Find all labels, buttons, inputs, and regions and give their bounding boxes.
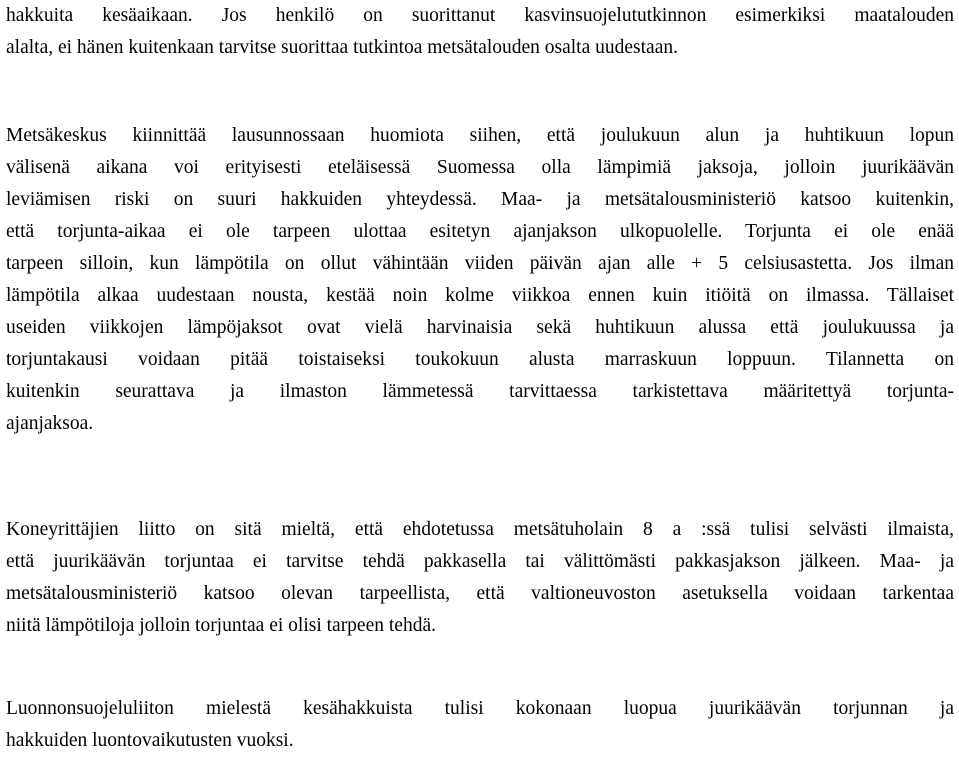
text-line: Koneyrittäjien liitto on sitä mieltä, että ehdotetussa metsätuholain 8 a :ssä tulisi selvästi ilmaista, bbox=[6, 519, 954, 540]
text-line: että juurikäävän torjuntaa ei tarvitse tehdä pakkasella tai välittömästi pakkasjakson jälkeen. Maa- ja bbox=[6, 551, 954, 572]
text-line: hakkuiden luontovaikutusten vuoksi. bbox=[6, 730, 294, 751]
paragraph-2 bbox=[6, 120, 954, 440]
text-line: useiden viikkojen lämpöjaksot ovat vielä harvinaisia sekä huhtikuun alussa että joulukuussa ja bbox=[6, 317, 954, 338]
document-page bbox=[6, 0, 954, 750]
text-line: niitä lämpötiloja jolloin torjuntaa ei olisi tarpeen tehdä. bbox=[6, 615, 436, 636]
text-line: metsätalousministeriö katsoo olevan tarpeellista, että valtioneuvoston asetuksella voidaan tarkentaa bbox=[6, 583, 954, 604]
text-line: että torjunta-aikaa ei ole tarpeen ulottaa esitetyn ajanjakson ulkopuolelle. Torjunta ei ole enää bbox=[6, 221, 954, 242]
text-line: lämpötila alkaa uudestaan nousta, kestää noin kolme viikkoa ennen kuin itiöitä on ilmassa. Tällaiset bbox=[6, 285, 954, 306]
paragraph-4 bbox=[6, 693, 954, 757]
paragraph-1 bbox=[6, 0, 954, 64]
text-line: kuitenkin seurattava ja ilmaston lämmetessä tarvittaessa tarkistettava määritettyä torjunta- bbox=[6, 381, 954, 402]
text-line: välisenä aikana voi erityisesti eteläisessä Suomessa olla lämpimiä jaksoja, jolloin juurikäävän bbox=[6, 157, 954, 178]
paragraph-3 bbox=[6, 514, 954, 642]
text-line: Metsäkeskus kiinnittää lausunnossaan huomiota siihen, että joulukuun alun ja huhtikuun lopun bbox=[6, 125, 954, 146]
text-line: alalta, ei hänen kuitenkaan tarvitse suorittaa tutkintoa metsätalouden osalta uudestaan. bbox=[6, 37, 678, 58]
text-line: hakkuita kesäaikaan. Jos henkilö on suorittanut kasvinsuojelututkinnon esimerkiksi maatalouden bbox=[6, 5, 954, 26]
text-line: tarpeen silloin, kun lämpötila on ollut vähintään viiden päivän ajan alle + 5 celsiusastetta. Jos ilman bbox=[6, 253, 954, 274]
text-line: leviämisen riski on suuri hakkuiden yhteydessä. Maa- ja metsätalousministeriö katsoo kuitenkin, bbox=[6, 189, 954, 210]
text-line: ajanjaksoa. bbox=[6, 413, 94, 434]
text-line: torjuntakausi voidaan pitää toistaiseksi toukokuun alusta marraskuun loppuun. Tilannetta on bbox=[6, 349, 954, 370]
text-line: Luonnonsuojeluliiton mielestä kesähakkuista tulisi kokonaan luopua juurikäävän torjunnan ja bbox=[6, 698, 954, 719]
